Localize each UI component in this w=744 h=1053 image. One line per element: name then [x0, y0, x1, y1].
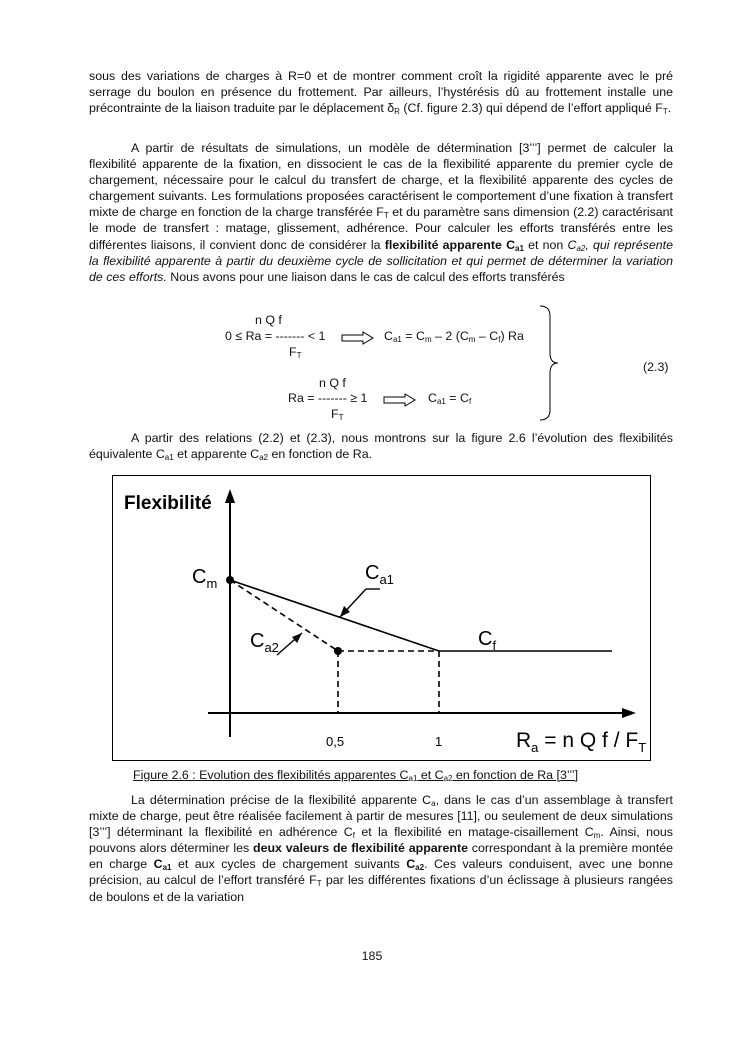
knee-point [334, 647, 342, 655]
x-tick-1: 1 [435, 734, 443, 749]
implies-arrow-icon [341, 331, 375, 345]
eq2-condition: Ra = ------- ≥ 1 [288, 391, 368, 405]
ca2-label: $C_{a2}$ [250, 630, 279, 655]
flexibility-chart [112, 475, 651, 761]
eq1-denominator: $F_T$ [289, 345, 302, 360]
paragraph-intro: sous des variations de charges à R=0 et de montrer comment croît la rigidité apparente avec le pré serrage du boulon en présence du frottement. Par ailleurs, l’hystérésis dû au frottement installe une précontrainte de la liaison traduite par le déplacement $\delta_R$ (Cf. figure 2.3) qui dépend de l’effort appliqué $F_T$. [89, 69, 673, 117]
cm-label: $C_m$ [192, 566, 218, 591]
eq1-condition: 0 ≤ Ra = ------- < 1 [225, 329, 326, 343]
ca2-pointer-head [292, 633, 302, 643]
paragraph-figure-intro: A partir des relations (2.2) et (2.3), nous montrons sur la figure 2.6 l’évolution des flexibilités équivalente $C_{a1}$ et apparente $C_{a2}$ en fonction de Ra. [89, 431, 673, 463]
eq1-numerator: n Q f [255, 313, 282, 327]
x-axis-arrow [622, 708, 636, 718]
eq1-result: $C_{a1} = C_m - 2$ $(C_m - C_f)$ Ra [384, 329, 524, 344]
y-axis-arrow [225, 489, 235, 503]
paragraph-model: A partir de résultats de simulations, un modèle de détermination [3’’’] permet de calculer la flexibilité apparente de la fixation, en dissocient le cas de la flexibilité apparente du premier cycle de chargement, nécessaire pour le calcul du transfert de charge, et la flexibilité apparente des cycles de chargement suivants. Les formulations proposées caractérisent le comportement d’une fixation à transfert mixte de charge en fonction de la charge transférée $F_T$ et du paramètre sans dimension (2.2) caractérisant le mode de transfert : matage, glissement, adhérence. Pour calculer les efforts transférés entre les différentes liaisons, il convient donc de considérer la flexibilité apparente $C_{a1}$ et non $C_{a2}$, qui représente la flexibilité apparente à partir du deuxième cycle de sollicitation et qui permet de déterminer la variation de ces efforts. Nous avons pour une liaison dans le cas de calcul des efforts transférés [89, 141, 673, 284]
figure-caption: Figure 2.6 : Evolution des flexibilités apparentes $C_{a1}$ et $C_{a2}$ en fonction de Ra [3’’’] [133, 768, 579, 783]
paragraph-conclusion: La détermination précise de la flexibilité apparente $C_a$, dans le cas d’un assemblage à transfert mixte de charge, peut être réalisée facilement à partir de mesures [11], ou seulement de deux simulations [3’’’] déterminant la flexibilité en adhérence $C_f$ et la flexibilité en matage-cisaillement $C_m$. Ainsi, nous pouvons alors déterminer les deux valeurs de flexibilité apparente correspondant à la première montée en charge $C_{a1}$ et aux cycles de chargement suivants $C_{a2}$. Ces valeurs conduisent, avec une bonne précision, au calcul de l’effort transféré $F_T$ par les différentes fixations d’un éclissage à plusieurs rangées de boulons et de la variation [89, 793, 673, 904]
page-number: 185 [361, 949, 383, 963]
y-axis-label: Flexibilité [124, 493, 212, 514]
eq2-numerator: n Q f [319, 376, 346, 390]
cm-point [226, 576, 234, 584]
ca1-label: $C_{a1}$ [365, 562, 394, 587]
cf-label: $C_f$ [478, 628, 497, 653]
x-tick-05: 0,5 [326, 734, 345, 749]
right-brace [538, 304, 562, 422]
eq2-result: $C_{a1} = C_f$ [428, 391, 472, 406]
x-axis-label: $R_a = n$ Q f / $F_T$ [516, 729, 647, 755]
implies-arrow-icon [383, 393, 417, 407]
ca2-line [230, 580, 338, 651]
eq2-denominator: $F_T$ [331, 407, 344, 422]
equation-number: (2.3) [643, 360, 669, 374]
